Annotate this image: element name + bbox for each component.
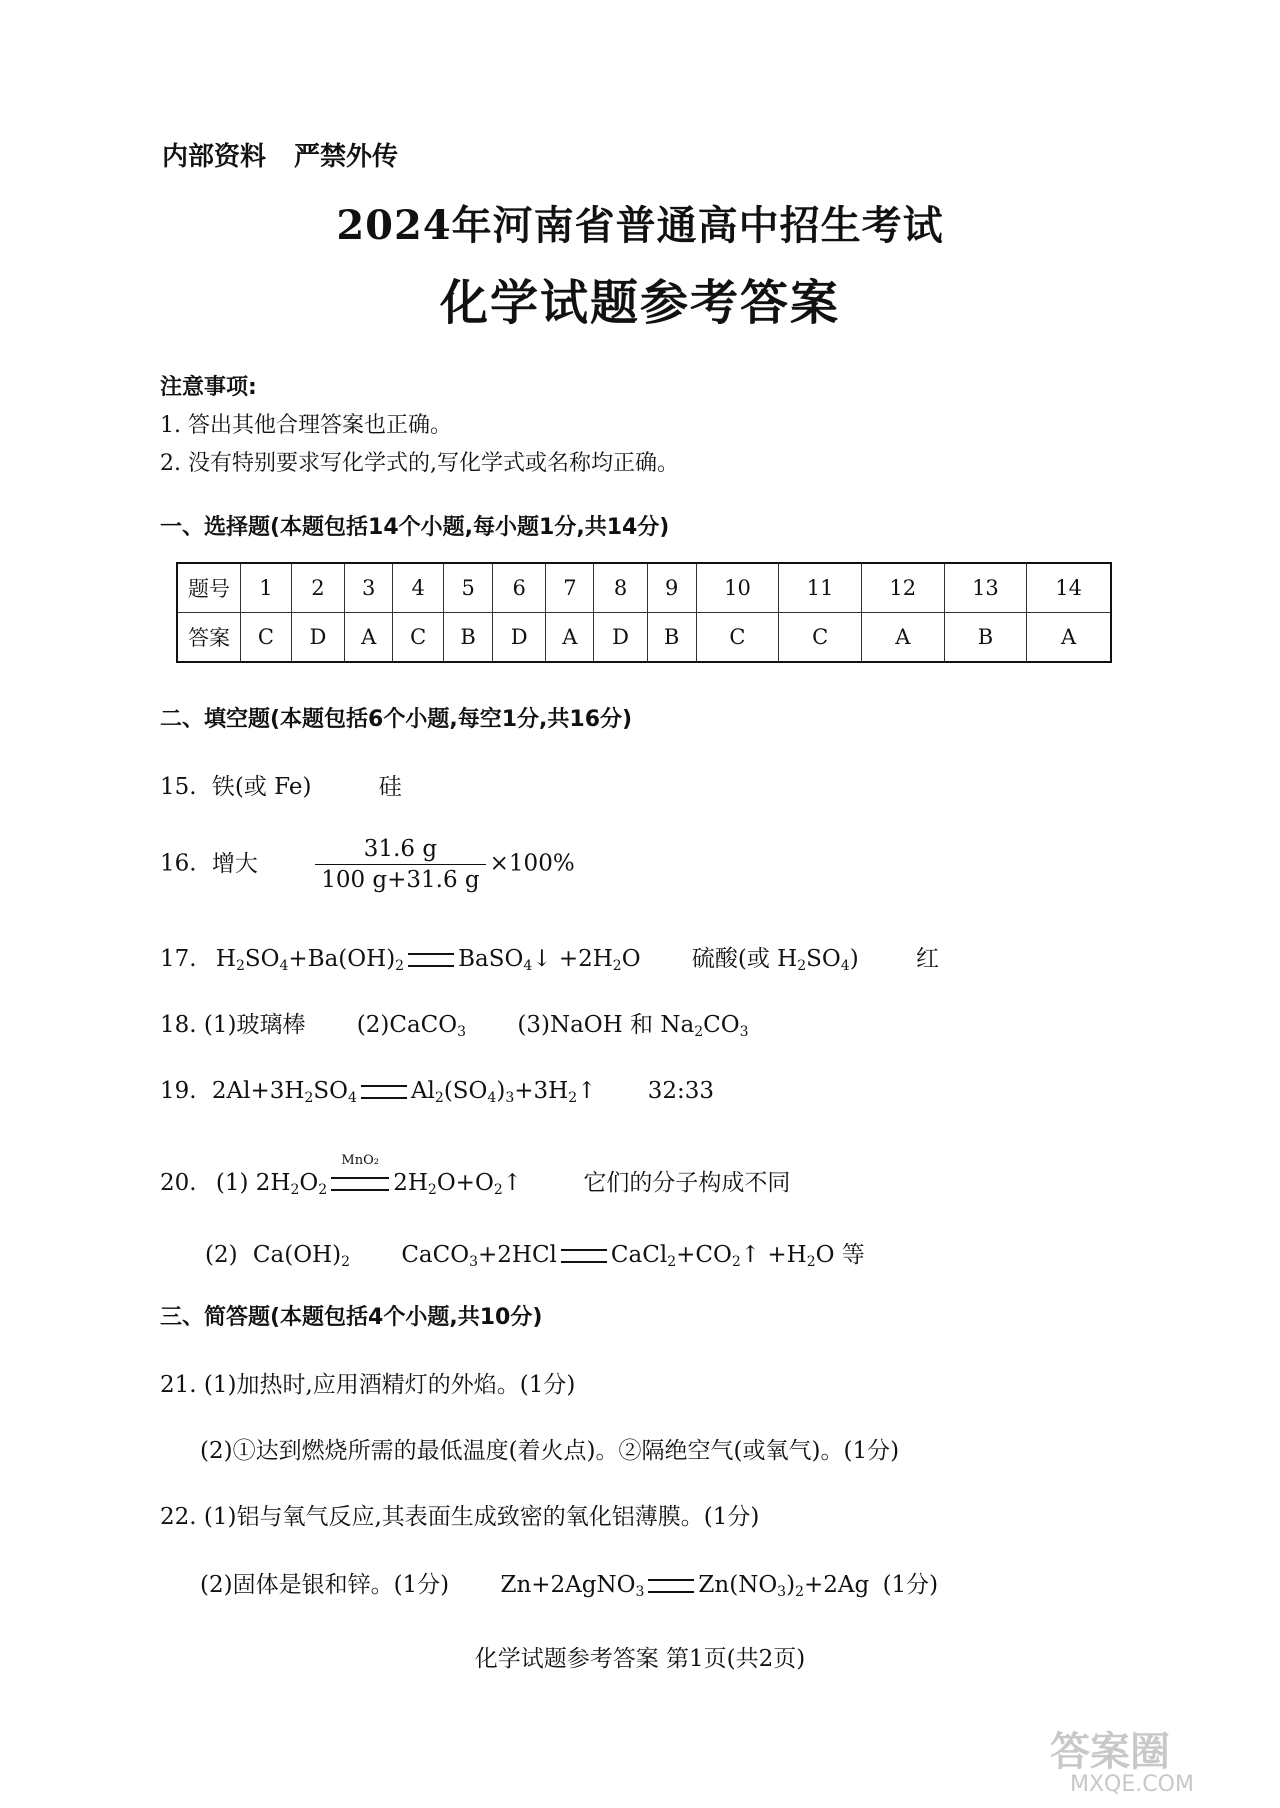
question-number: 18.: [160, 1012, 197, 1038]
section1-heading: 一、选择题(本题包括14个小题,每小题1分,共14分): [160, 515, 670, 540]
question-number: 14: [1027, 563, 1111, 613]
question-number: 5: [444, 563, 493, 613]
answer-20-2: [205, 1236, 865, 1270]
confidential-label: 内部资料: [162, 142, 267, 172]
section2-heading: 二、填空题(本题包括6个小题,每空1分,共16分): [160, 707, 633, 732]
score-note: (1分): [882, 1572, 939, 1598]
question-number: 13: [944, 563, 1027, 613]
answer-18: [160, 1006, 749, 1040]
question-number-row: [177, 563, 1111, 613]
question-number: 2: [291, 563, 344, 613]
answer-part-1: (1)玻璃棒: [203, 1012, 306, 1038]
answer-17: [160, 940, 939, 974]
question-number: 15.: [160, 774, 197, 800]
answer-22-1: 22. (1)铝与氧气反应,其表面生成致密的氧化铝薄膜。(1分): [160, 1504, 760, 1530]
answer-22-2: [200, 1566, 938, 1600]
note-item: 1. 答出其他合理答案也正确。: [160, 413, 452, 438]
answer-text: 硫酸(或 $H_2SO_4$): [691, 946, 859, 974]
answer-cell: A: [345, 613, 393, 663]
answer-text: 它们的分子构成不同: [583, 1170, 791, 1196]
percent-multiplier: ×100%: [489, 850, 575, 877]
question-number: 1: [241, 563, 292, 613]
chemical-equation: $H_2SO_4+Ba(OH)_2$ BaSO$_4$↓ $+2H_2O$: [215, 946, 641, 974]
answer-cell: C: [779, 613, 862, 663]
question-number: 9: [647, 563, 696, 613]
exam-title: 2024年河南省普通高中招生考试: [336, 202, 944, 249]
answer-cell: D: [594, 613, 647, 663]
answer-part-2: (2)CaCO$_3$: [356, 1012, 467, 1040]
answer-16: [160, 836, 575, 893]
answer-cell: B: [444, 613, 493, 663]
no-distribution-label: 严禁外传: [294, 142, 399, 172]
notes-heading: 注意事项:: [160, 375, 257, 400]
mass-ratio: 32:33: [647, 1078, 715, 1104]
row-label: 题号: [177, 563, 241, 613]
watermark-logo: 答案圈: [1050, 1729, 1170, 1775]
question-number: 17.: [160, 946, 197, 972]
question-number: 11: [779, 563, 862, 613]
fraction-numerator: 31.6 g: [315, 836, 485, 865]
question-number: 7: [546, 563, 594, 613]
document-title: 化学试题参考答案: [439, 275, 840, 331]
answer-cell: B: [944, 613, 1027, 663]
fraction-denominator: 100 g+31.6 g: [321, 867, 480, 893]
question-number: 10: [696, 563, 779, 613]
answer-15: [160, 768, 402, 801]
watermark-url: MXQE.COM: [1070, 1772, 1194, 1797]
question-number: 3: [345, 563, 393, 613]
note-item: 2. 没有特别要求写化学式的,写化学式或名称均正确。: [160, 451, 679, 476]
answer-text: 增大: [211, 850, 258, 877]
answer-text: $Ca(OH)_2$: [252, 1242, 350, 1270]
part-label: (2): [205, 1242, 238, 1268]
page-footer: 化学试题参考答案 第1页(共2页): [474, 1646, 806, 1672]
part-label: (1): [215, 1170, 249, 1196]
question-number: 20.: [160, 1170, 197, 1196]
answer-cell: C: [696, 613, 779, 663]
catalyst-label: MnO₂: [341, 1153, 379, 1168]
answer-row: [177, 613, 1111, 663]
answer-cell: C: [241, 613, 292, 663]
fraction: [315, 836, 485, 893]
question-number: 4: [393, 563, 444, 613]
confidential-note: [162, 136, 398, 173]
answer-cell: A: [546, 613, 594, 663]
answer-cell: A: [861, 613, 944, 663]
answer-cell: B: [647, 613, 696, 663]
answer-text: 硅: [378, 774, 402, 800]
chemical-equation: CaCO$_3$+2HCl $CaCl_2+CO_2↑ +H_2O$ 等: [401, 1242, 865, 1270]
chemical-equation: Zn+2AgNO$_3$ $Zn(NO_3)_2+2Ag$: [500, 1572, 870, 1600]
answer-19: [160, 1078, 714, 1106]
question-number: 8: [594, 563, 647, 613]
answer-cell: A: [1027, 613, 1111, 663]
answer-text: 红: [916, 946, 939, 972]
row-label: 答案: [177, 613, 241, 663]
answer-21-1: 21. (1)加热时,应用酒精灯的外焰。(1分): [160, 1372, 576, 1398]
answer-text: (2)固体是银和锌。(1分): [200, 1572, 450, 1598]
answer-cell: C: [393, 613, 444, 663]
chemical-equation: $2H_2O_2$ MnO₂ $2H_2O+O_2↑$: [255, 1153, 523, 1198]
answer-cell: D: [493, 613, 546, 663]
question-number: 12: [861, 563, 944, 613]
answer-cell: D: [291, 613, 344, 663]
answer-text: 铁(或 Fe): [211, 774, 312, 800]
answer-21-2: (2)①达到燃烧所需的最低温度(着火点)。②隔绝空气(或氧气)。(1分): [200, 1438, 900, 1464]
section3-heading: 三、简答题(本题包括4个小题,共10分): [160, 1305, 543, 1330]
chemical-equation: $2Al+3H_2SO_4$ $Al_2(SO_4)_3+3H_2↑$: [211, 1078, 597, 1106]
question-number: 19.: [160, 1078, 197, 1104]
answer-part-3: (3)NaOH 和 $Na_2CO_3$: [517, 1012, 749, 1040]
answer-20-1: [160, 1153, 791, 1198]
answer-table: [176, 562, 1112, 663]
question-number: 6: [493, 563, 546, 613]
question-number: 16.: [160, 850, 197, 877]
